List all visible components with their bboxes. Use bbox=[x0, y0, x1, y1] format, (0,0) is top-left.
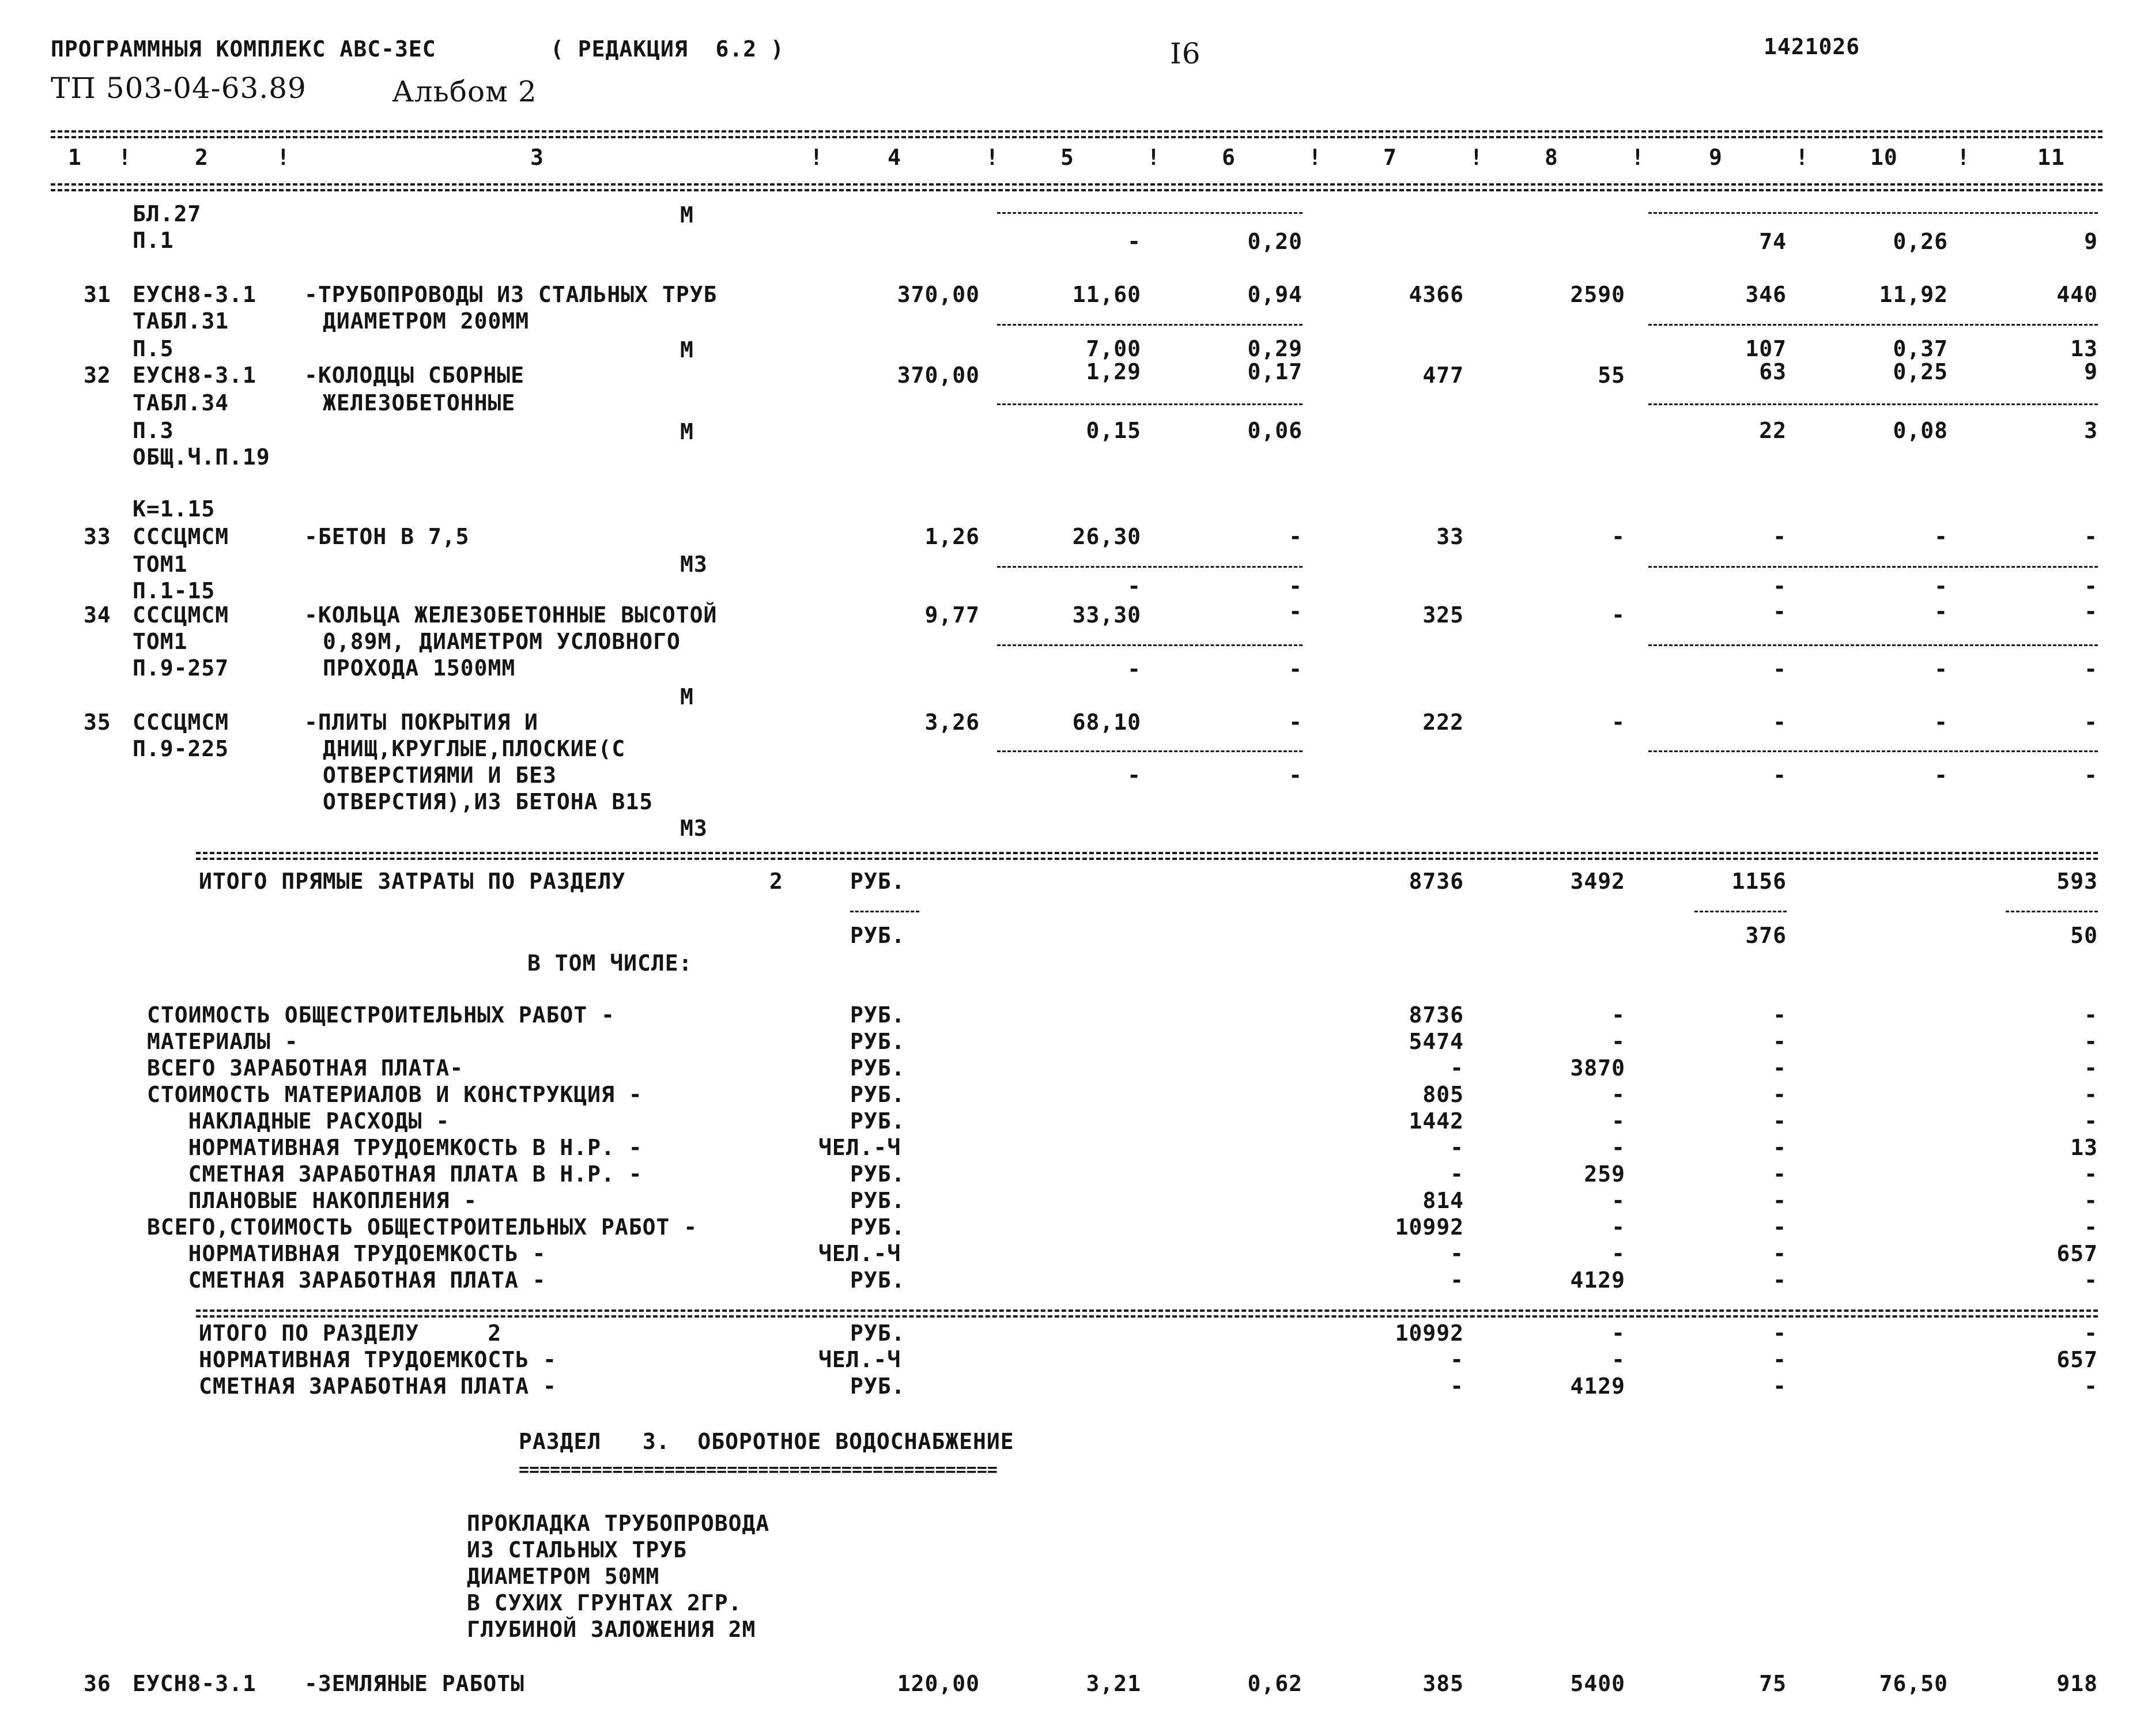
line-c9: - bbox=[1773, 1135, 1787, 1160]
totals-c11-rule bbox=[2006, 911, 2098, 912]
line-c9: - bbox=[1773, 1267, 1787, 1293]
row35-c4: 3,26 bbox=[924, 710, 980, 735]
col-sep: ! bbox=[1308, 145, 1322, 170]
line-c9: - bbox=[1773, 1029, 1787, 1054]
row31-code3: П.5 bbox=[133, 336, 174, 361]
totals-c11: 593 bbox=[2056, 869, 2098, 894]
line-c8: - bbox=[1611, 1002, 1625, 1028]
row33-desc: -БЕТОН В 7,5 bbox=[304, 524, 470, 549]
line-c11: 13 bbox=[2070, 1135, 2098, 1160]
row31-rule-r bbox=[1648, 324, 2098, 326]
row31-code: ЕУСН8-3.1 bbox=[133, 282, 256, 307]
section3-block-2: ИЗ СТАЛЬНЫХ ТРУБ bbox=[467, 1537, 688, 1563]
row33-c4: 1,26 bbox=[924, 524, 980, 549]
row32-c6: 0,17 bbox=[1247, 359, 1303, 384]
section3-block-3: ДИАМЕТРОМ 50ММ bbox=[467, 1564, 660, 1589]
totals-section: 2 bbox=[769, 869, 783, 894]
line-unit: РУБ. bbox=[850, 1267, 905, 1293]
project-code: ТП 503-04-63.89 bbox=[51, 71, 307, 105]
line-c11: - bbox=[2084, 1002, 2098, 1028]
doc-number: 1421026 bbox=[1764, 34, 1860, 59]
line-c8: - bbox=[1611, 1188, 1625, 1213]
row35-desc2: ДНИЩ,КРУГЛЫЕ,ПЛОСКИЕ(С bbox=[323, 736, 626, 761]
row36-num: 36 bbox=[84, 1671, 111, 1696]
line-unit: РУБ. bbox=[850, 1055, 905, 1081]
row34-c10b: - bbox=[1934, 656, 1948, 682]
line-c7: - bbox=[1450, 1347, 1464, 1372]
row31-num: 31 bbox=[84, 282, 111, 307]
line-label: СМЕТНАЯ ЗАРАБОТНАЯ ПЛАТА - bbox=[147, 1267, 546, 1293]
row32-c11: 9 bbox=[2084, 359, 2098, 384]
col-header-5: 5 bbox=[1060, 145, 1074, 170]
section3-block-5: ГЛУБИНОЙ ЗАЛОЖЕНИЯ 2М bbox=[467, 1617, 756, 1642]
row32-c6b: 0,06 bbox=[1247, 418, 1303, 443]
row36-code: ЕУСН8-3.1 bbox=[133, 1671, 256, 1696]
line-c7: - bbox=[1450, 1241, 1464, 1266]
line-c9: - bbox=[1773, 1055, 1787, 1081]
line-label: НОРМАТИВНАЯ ТРУДОЕМКОСТЬ - bbox=[147, 1241, 546, 1266]
row31-c11: 440 bbox=[2056, 282, 2098, 307]
line-c11: 657 bbox=[2056, 1347, 2098, 1372]
row31-code2: ТАБЛ.31 bbox=[133, 308, 229, 334]
row34-desc2: 0,89М, ДИАМЕТРОМ УСЛОВНОГО bbox=[323, 629, 681, 654]
line-c9: - bbox=[1773, 1108, 1787, 1134]
line-label: СТОИМОСТЬ ОБЩЕСТРОИТЕЛЬНЫХ РАБОТ - bbox=[147, 1002, 615, 1028]
row35-code2: П.9-225 bbox=[133, 736, 229, 761]
line-label: ВСЕГО,СТОИМОСТЬ ОБЩЕСТРОИТЕЛЬНЫХ РАБОТ - bbox=[147, 1214, 698, 1240]
line-unit: РУБ. bbox=[850, 1082, 905, 1107]
row34-c8: - bbox=[1611, 602, 1625, 628]
row35-desc: -ПЛИТЫ ПОКРЫТИЯ И bbox=[304, 710, 538, 735]
totals-c7: 8736 bbox=[1409, 869, 1464, 894]
row33-c9b: - bbox=[1773, 573, 1787, 599]
section3-block-1: ПРОКЛАДКА ТРУБОПРОВОДА bbox=[467, 1511, 770, 1536]
row0-unit: М bbox=[680, 202, 694, 228]
line-c11: - bbox=[2084, 1161, 2098, 1187]
row35-c6b: - bbox=[1289, 763, 1303, 788]
row36-c7: 385 bbox=[1422, 1671, 1464, 1696]
row31-desc2: ДИАМЕТРОМ 200ММ bbox=[323, 308, 530, 334]
line-unit: ЧЕЛ.-Ч bbox=[818, 1241, 901, 1266]
line-label: СМЕТНАЯ ЗАРАБОТНАЯ ПЛАТА - bbox=[199, 1373, 557, 1399]
row35-desc4: ОТВЕРСТИЯ),ИЗ БЕТОНА В15 bbox=[323, 789, 654, 814]
line-unit: РУБ. bbox=[850, 1188, 905, 1213]
row33-code: СССЦМСМ bbox=[133, 524, 229, 549]
row33-rule-r bbox=[1648, 566, 2098, 568]
row0-c10b: 0,26 bbox=[1893, 229, 1948, 254]
line-c7: - bbox=[1450, 1373, 1464, 1399]
line-c9: - bbox=[1773, 1373, 1787, 1399]
row36-c11: 918 bbox=[2056, 1671, 2098, 1696]
row36-c10: 76,50 bbox=[1879, 1671, 1948, 1696]
row32-unit: М bbox=[680, 419, 694, 444]
page-number: I6 bbox=[1170, 37, 1201, 70]
line-c8: - bbox=[1611, 1108, 1625, 1134]
row35-c9: - bbox=[1773, 710, 1787, 735]
row32-c9: 63 bbox=[1759, 359, 1787, 384]
row31-c8: 2590 bbox=[1570, 282, 1625, 307]
line-c9: - bbox=[1773, 1241, 1787, 1266]
line-label: МАТЕРИАЛЫ - bbox=[147, 1029, 299, 1054]
row0-c11b: 9 bbox=[2084, 229, 2098, 254]
totals-unit: РУБ. bbox=[850, 869, 905, 894]
including-label: В ТОМ ЧИСЛЕ: bbox=[527, 950, 693, 976]
row34-desc: -КОЛЬЦА ЖЕЛЕЗОБЕТОННЫЕ ВЫСОТОЙ bbox=[304, 602, 718, 628]
row33-c10: - bbox=[1934, 524, 1948, 549]
line-c7: - bbox=[1450, 1161, 1464, 1187]
line-label: НОРМАТИВНАЯ ТРУДОЕМКОСТЬ - bbox=[199, 1347, 557, 1372]
row33-c8: - bbox=[1611, 524, 1625, 549]
row32-c5: 1,29 bbox=[1086, 359, 1141, 384]
row34-desc3: ПРОХОДА 1500ММ bbox=[323, 655, 516, 681]
row0-c5b: - bbox=[1127, 229, 1141, 254]
row31-unit: М bbox=[680, 337, 694, 363]
col-sep: ! bbox=[1631, 145, 1644, 170]
row33-c5b: - bbox=[1127, 573, 1141, 599]
row32-c11b: 3 bbox=[2084, 418, 2098, 443]
line-c8: 259 bbox=[1584, 1161, 1625, 1187]
line-c8: - bbox=[1611, 1241, 1625, 1266]
col-header-3: 3 bbox=[530, 145, 544, 170]
line-c9: - bbox=[1773, 1188, 1787, 1213]
row34-c11b: - bbox=[2084, 656, 2098, 682]
col-sep: ! bbox=[277, 145, 290, 170]
line-c8: - bbox=[1611, 1029, 1625, 1054]
row33-unit: М3 bbox=[680, 552, 708, 577]
row31-c4: 370,00 bbox=[897, 282, 980, 307]
totals-c11b: 50 bbox=[2070, 923, 2098, 948]
line-unit: РУБ. bbox=[850, 1214, 905, 1240]
row34-code3: П.9-257 bbox=[133, 655, 229, 681]
row31-c6: 0,94 bbox=[1247, 282, 1303, 307]
header-bottom-rule bbox=[51, 183, 2103, 186]
header-top-rule bbox=[51, 130, 2103, 133]
row35-rule bbox=[997, 750, 1303, 752]
row35-c10: - bbox=[1934, 710, 1948, 735]
row32-c10: 0,25 bbox=[1893, 359, 1948, 384]
line-c8: 4129 bbox=[1570, 1373, 1625, 1399]
row32-code4: ОБЩ.Ч.П.19 bbox=[133, 444, 270, 470]
row34-num: 34 bbox=[84, 602, 111, 628]
row34-c6: - bbox=[1289, 599, 1303, 624]
col-sep: ! bbox=[1957, 145, 1970, 170]
line-c8: - bbox=[1611, 1320, 1625, 1346]
line-label: НАКЛАДНЫЕ РАСХОДЫ - bbox=[147, 1108, 450, 1134]
row34-c4: 9,77 bbox=[924, 602, 980, 628]
line-c7: 814 bbox=[1422, 1188, 1464, 1213]
row32-desc: -КОЛОДЦЫ СБОРНЫЕ bbox=[304, 363, 525, 388]
totals-c9-rule bbox=[1694, 911, 1787, 912]
program-title: ПРОГРАММНЫЯ КОМПЛЕКС АВС-ЗЕС bbox=[51, 36, 436, 62]
row33-num: 33 bbox=[84, 524, 111, 549]
row31-c5b: 7,00 bbox=[1086, 336, 1141, 361]
line-c9: - bbox=[1773, 1161, 1787, 1187]
row35-code: СССЦМСМ bbox=[133, 710, 229, 735]
row32-num: 32 bbox=[84, 363, 111, 388]
row32-c4: 370,00 bbox=[897, 363, 980, 388]
row33-c6: - bbox=[1289, 524, 1303, 549]
line-unit: РУБ. bbox=[850, 1108, 905, 1134]
line-c7: 10992 bbox=[1395, 1320, 1464, 1346]
line-c8: - bbox=[1611, 1347, 1625, 1372]
row36-c9: 75 bbox=[1759, 1671, 1787, 1696]
col-header-10: 10 bbox=[1870, 145, 1898, 170]
row33-c11: - bbox=[2084, 524, 2098, 549]
row35-c6: - bbox=[1289, 710, 1303, 735]
row32-c7: 477 bbox=[1422, 363, 1464, 388]
line-c7: 8736 bbox=[1409, 1002, 1464, 1028]
row35-c5b: - bbox=[1127, 763, 1141, 788]
row34-c6b: - bbox=[1289, 656, 1303, 682]
col-header-4: 4 bbox=[888, 145, 901, 170]
row36-c6: 0,62 bbox=[1247, 1671, 1303, 1696]
row34-c10: - bbox=[1934, 599, 1948, 624]
col-sep: ! bbox=[986, 145, 999, 170]
row34-c11: - bbox=[2084, 599, 2098, 624]
line-c11: - bbox=[2084, 1082, 2098, 1107]
row36-c8: 5400 bbox=[1570, 1671, 1625, 1696]
edition-label: ( РЕДАКЦИЯ 6.2 ) bbox=[550, 36, 784, 62]
row34-c7: 325 bbox=[1422, 602, 1464, 628]
row31-c10: 11,92 bbox=[1879, 282, 1948, 307]
col-header-7: 7 bbox=[1383, 145, 1397, 170]
line-c7: - bbox=[1450, 1055, 1464, 1081]
row0-code-b: П.1 bbox=[133, 228, 174, 253]
section-total-rule-2 bbox=[196, 1315, 2098, 1318]
row31-c9: 346 bbox=[1745, 282, 1787, 307]
totals-unit-rule bbox=[850, 911, 919, 912]
line-label: ПЛАНОВЫЕ НАКОПЛЕНИЯ - bbox=[147, 1188, 478, 1213]
totals-c8: 3492 bbox=[1570, 869, 1625, 894]
totals-c9b: 376 bbox=[1745, 923, 1787, 948]
row32-c9b: 22 bbox=[1759, 418, 1787, 443]
line-unit: ЧЕЛ.-Ч bbox=[818, 1135, 901, 1160]
row31-c11b: 13 bbox=[2070, 336, 2098, 361]
section-total-rule bbox=[196, 1309, 2098, 1312]
line-unit: РУБ. bbox=[850, 1002, 905, 1028]
row35-c7: 222 bbox=[1422, 710, 1464, 735]
row32-rule bbox=[997, 403, 1303, 405]
line-c7: - bbox=[1450, 1135, 1464, 1160]
row36-c4: 120,00 bbox=[897, 1671, 980, 1696]
header-top-rule-2 bbox=[51, 136, 2103, 138]
totals-label: ИТОГО ПРЯМЫЕ ЗАТРАТЫ ПО РАЗДЕЛУ bbox=[199, 869, 626, 894]
row32-rule-r bbox=[1648, 403, 2098, 405]
row35-c11: - bbox=[2084, 710, 2098, 735]
row35-c5: 68,10 bbox=[1072, 710, 1141, 735]
row32-code5: К=1.15 bbox=[133, 496, 216, 522]
row33-rule bbox=[997, 566, 1303, 568]
line-c11: - bbox=[2084, 1108, 2098, 1134]
section3-underline: ============================================== bbox=[519, 1460, 998, 1480]
col-sep: ! bbox=[1470, 145, 1483, 170]
line-c11: - bbox=[2084, 1029, 2098, 1054]
line-c7: 5474 bbox=[1409, 1029, 1464, 1054]
row33-c6b: - bbox=[1289, 573, 1303, 599]
row35-unit: М3 bbox=[680, 816, 708, 841]
col-header-11: 11 bbox=[2037, 145, 2065, 170]
row31-c5: 11,60 bbox=[1072, 282, 1141, 307]
line-c8: 4129 bbox=[1570, 1267, 1625, 1293]
totals-unit2: РУБ. bbox=[850, 923, 905, 948]
col-sep: ! bbox=[1795, 145, 1809, 170]
row32-code2: ТАБЛ.34 bbox=[133, 390, 229, 416]
section3-title: РАЗДЕЛ 3. ОБОРОТНОЕ ВОДОСНАБЖЕНИЕ bbox=[519, 1429, 1014, 1454]
totals-rule bbox=[196, 852, 2098, 854]
row34-unit: М bbox=[680, 684, 694, 710]
row35-desc3: ОТВЕРСТИЯМИ И БЕЗ bbox=[323, 763, 557, 788]
row34-rule-r bbox=[1648, 644, 2098, 646]
row32-c8: 55 bbox=[1598, 363, 1625, 388]
line-unit: РУБ. bbox=[850, 1161, 905, 1187]
line-c9: - bbox=[1773, 1082, 1787, 1107]
line-c7: 805 bbox=[1422, 1082, 1464, 1107]
row34-rule bbox=[997, 644, 1303, 646]
row35-c8: - bbox=[1611, 710, 1625, 735]
row32-code3: П.3 bbox=[133, 418, 174, 443]
line-unit: РУБ. bbox=[850, 1029, 905, 1054]
line-c11: - bbox=[2084, 1267, 2098, 1293]
row0-rule bbox=[997, 212, 1303, 214]
row32-c10b: 0,08 bbox=[1893, 418, 1948, 443]
line-c11: - bbox=[2084, 1320, 2098, 1346]
row31-rule bbox=[997, 324, 1303, 326]
row35-c10b: - bbox=[1934, 763, 1948, 788]
line-c9: - bbox=[1773, 1320, 1787, 1346]
row33-c5: 26,30 bbox=[1072, 524, 1141, 549]
line-c7: 10992 bbox=[1395, 1214, 1464, 1240]
col-sep: ! bbox=[118, 145, 131, 170]
row0-code: БЛ.27 bbox=[133, 201, 202, 227]
line-unit: ЧЕЛ.-Ч bbox=[818, 1347, 901, 1372]
row34-code2: ТОМ1 bbox=[133, 629, 188, 654]
row31-c6b: 0,29 bbox=[1247, 336, 1303, 361]
row33-code3: П.1-15 bbox=[133, 578, 216, 603]
row34-c9b: - bbox=[1773, 656, 1787, 682]
line-label: ИТОГО ПО РАЗДЕЛУ 2 bbox=[199, 1320, 502, 1346]
row31-c10b: 0,37 bbox=[1893, 336, 1948, 361]
col-header-6: 6 bbox=[1222, 145, 1236, 170]
line-c11: - bbox=[2084, 1373, 2098, 1399]
line-label: НОРМАТИВНАЯ ТРУДОЕМКОСТЬ В Н.Р. - bbox=[147, 1135, 643, 1160]
line-c11: - bbox=[2084, 1188, 2098, 1213]
line-c8: - bbox=[1611, 1135, 1625, 1160]
col-header-8: 8 bbox=[1545, 145, 1558, 170]
row33-code2: ТОМ1 bbox=[133, 552, 188, 577]
row35-c9b: - bbox=[1773, 763, 1787, 788]
row33-c9: - bbox=[1773, 524, 1787, 549]
col-header-2: 2 bbox=[195, 145, 209, 170]
row0-rule-r bbox=[1648, 212, 2098, 214]
row32-desc2: ЖЕЛЕЗОБЕТОННЫЕ bbox=[323, 390, 516, 416]
line-c11: - bbox=[2084, 1055, 2098, 1081]
row31-c9b: 107 bbox=[1745, 336, 1787, 361]
row0-c6b: 0,20 bbox=[1247, 229, 1303, 254]
header-bottom-rule-2 bbox=[51, 189, 2103, 191]
col-sep: ! bbox=[1147, 145, 1160, 170]
row35-rule-r bbox=[1648, 750, 2098, 752]
line-c8: 3870 bbox=[1570, 1055, 1625, 1081]
line-label: СТОИМОСТЬ МАТЕРИАЛОВ И КОНСТРУКЦИЯ - bbox=[147, 1082, 643, 1107]
row34-c9: - bbox=[1773, 599, 1787, 624]
album-label: Альбом 2 bbox=[392, 75, 537, 108]
section3-block-4: В СУХИХ ГРУНТАХ 2ГР. bbox=[467, 1590, 742, 1616]
col-sep: ! bbox=[810, 145, 823, 170]
row34-c5b: - bbox=[1127, 656, 1141, 682]
totals-c9: 1156 bbox=[1731, 869, 1787, 894]
row33-c7: 33 bbox=[1436, 524, 1464, 549]
line-unit: РУБ. bbox=[850, 1373, 905, 1399]
line-unit: РУБ. bbox=[850, 1320, 905, 1346]
line-label: ВСЕГО ЗАРАБОТНАЯ ПЛАТА- bbox=[147, 1055, 464, 1081]
row32-code: ЕУСН8-3.1 bbox=[133, 363, 256, 388]
line-label: СМЕТНАЯ ЗАРАБОТНАЯ ПЛАТА В Н.Р. - bbox=[147, 1161, 643, 1187]
row36-c5: 3,21 bbox=[1086, 1671, 1141, 1696]
row34-code: СССЦМСМ bbox=[133, 602, 229, 628]
line-c9: - bbox=[1773, 1347, 1787, 1372]
row36-desc: -ЗЕМЛЯНЫЕ РАБОТЫ bbox=[304, 1671, 525, 1696]
row34-c5: 33,30 bbox=[1072, 602, 1141, 628]
row32-c5b: 0,15 bbox=[1086, 418, 1141, 443]
line-c7: - bbox=[1450, 1267, 1464, 1293]
row0-c9b: 74 bbox=[1759, 229, 1787, 254]
totals-rule-2 bbox=[196, 858, 2098, 860]
line-c7: 1442 bbox=[1409, 1108, 1464, 1134]
line-c8: - bbox=[1611, 1082, 1625, 1107]
row33-c10b: - bbox=[1934, 573, 1948, 599]
row35-c11b: - bbox=[2084, 763, 2098, 788]
line-c9: - bbox=[1773, 1214, 1787, 1240]
row35-num: 35 bbox=[84, 710, 111, 735]
line-c8: - bbox=[1611, 1214, 1625, 1240]
line-c9: - bbox=[1773, 1002, 1787, 1028]
row31-c7: 4366 bbox=[1409, 282, 1464, 307]
line-c11: - bbox=[2084, 1214, 2098, 1240]
col-header-9: 9 bbox=[1709, 145, 1723, 170]
col-header-1: 1 bbox=[68, 145, 82, 170]
line-c11: 657 bbox=[2056, 1241, 2098, 1266]
row33-c11b: - bbox=[2084, 573, 2098, 599]
row31-desc: -ТРУБОПРОВОДЫ ИЗ СТАЛЬНЫХ ТРУБ bbox=[304, 282, 718, 307]
